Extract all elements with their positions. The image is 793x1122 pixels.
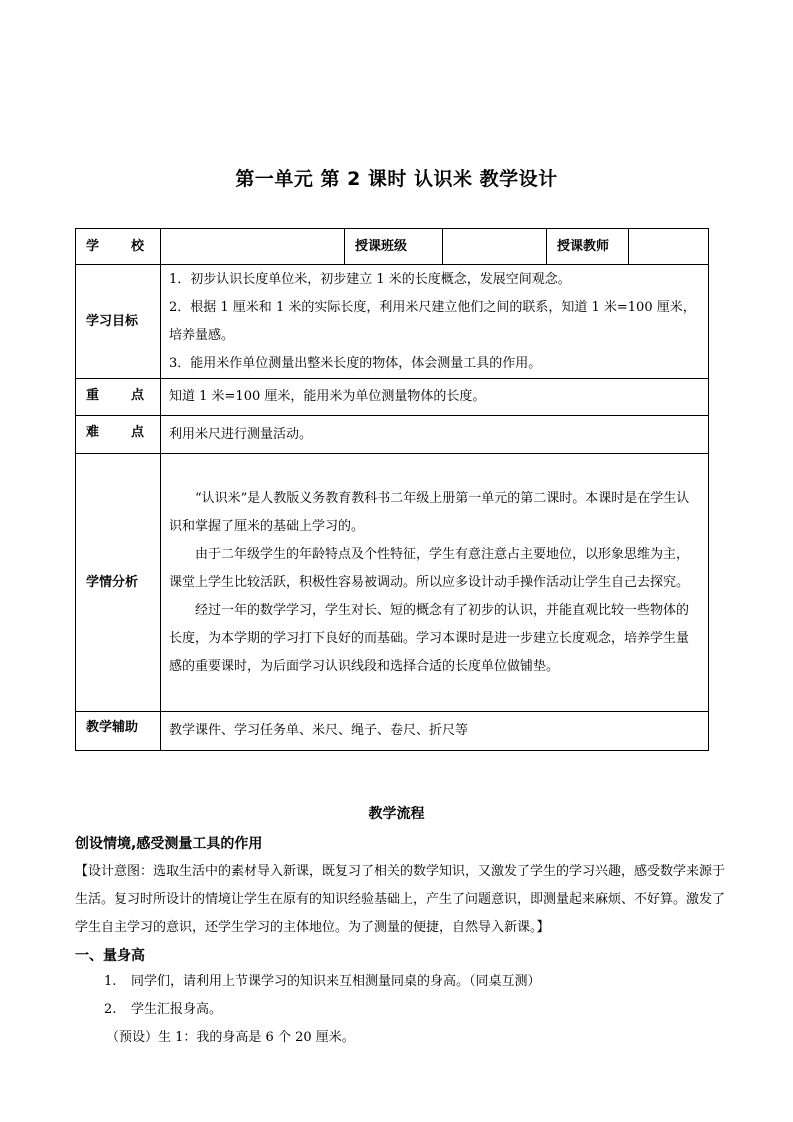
school-label: 学 校 [76, 229, 161, 265]
goals-cell [161, 265, 709, 379]
table-row [76, 229, 709, 265]
analysis-paragraph: 由于二年级学生的年龄特点及个性特征，学生有意注意占主要地位，以形象思维为主，课堂上学生比较活跃，积极性容易被调动。所以应多设计动手操作活动让学生自己去探究。 [169, 546, 690, 590]
key-point-text: 知道 1 米=100 厘米，能用米为单位测量物体的长度。 [161, 379, 709, 416]
school-value [161, 229, 345, 265]
list-item: 同学们，请利用上节课学习的知识来互相测量同桌的身高。（同桌互测） [131, 974, 541, 989]
section-heading: 创设情境,感受测量工具的作用 [75, 836, 263, 852]
class-label: 授课班级 [345, 229, 443, 265]
table-row [76, 265, 709, 379]
preset-answer: （预设）生 1：我的身高是 6 个 20 厘米。 [106, 1030, 355, 1045]
teacher-label: 授课教师 [547, 229, 629, 265]
key-point-label: 重 点 [76, 379, 161, 416]
design-intent: 【设计意图：选取生活中的素材导入新课，既复习了相关的数学知识，又激发了学生的学习兴趣，感受数学来源于生活。复习时所设计的情境让学生在原有的知识经验基础上，产生了问题意识，即测量起来麻烦、不好算。激发了学生自主学习的意识，还学生学习的主体地位。为了测量的便捷，自然导入新课。】 [75, 864, 726, 935]
goal-item: 1．初步认识长度单位米，初步建立 1 米的长度概念，发展空间观念。 [169, 271, 571, 287]
list-number: 2. [104, 1002, 117, 1017]
subsection-heading: 一、量身高 [75, 948, 145, 964]
document-title: 第一单元 第 2 课时 认识米 教学设计 [235, 168, 558, 190]
analysis-paragraph: 经过一年的数学学习，学生对长、短的概念有了初步的认识，并能直观比较一些物体的长度，为本学期的学习打下良好的而基础。学习本课时是进一步建立长度观念，培养学生量感的重要课时，为后面学习认识线段和选择合适的长度单位做铺垫。 [169, 602, 690, 674]
analysis-label: 学情分析 [76, 454, 161, 712]
goals-label: 学习目标 [76, 265, 161, 379]
table-row [76, 416, 709, 454]
analysis-paragraph: “认识米”是人教版义务教育教科书二年级上册第一单元的第二课时。本课时是在学生认识和掌握了厘米的基础上学习的。 [169, 490, 690, 534]
table-row [76, 712, 709, 751]
list-item: 学生汇报身高。 [131, 1002, 223, 1017]
goal-item: 3．能用米作单位测量出整米长度的物体，体会测量工具的作用。 [169, 355, 542, 371]
table-row [76, 379, 709, 416]
class-value [443, 229, 547, 265]
list-number: 1. [104, 974, 117, 989]
difficulty-text: 利用米尺进行测量活动。 [161, 416, 709, 454]
lesson-info-table [75, 228, 709, 751]
aids-label: 教学辅助 [76, 712, 161, 751]
flow-title: 教学流程 [368, 806, 425, 822]
goal-item: 2．根据 1 厘米和 1 米的实际长度，利用米尺建立他们之间的联系，知道 1 米=100 厘米，培养量感。 [169, 299, 696, 343]
teacher-value [629, 229, 709, 265]
difficulty-label: 难 点 [76, 416, 161, 454]
analysis-cell [161, 454, 709, 712]
table-row [76, 454, 709, 712]
aids-text: 教学课件、学习任务单、米尺、绳子、卷尺、折尺等 [161, 712, 709, 751]
